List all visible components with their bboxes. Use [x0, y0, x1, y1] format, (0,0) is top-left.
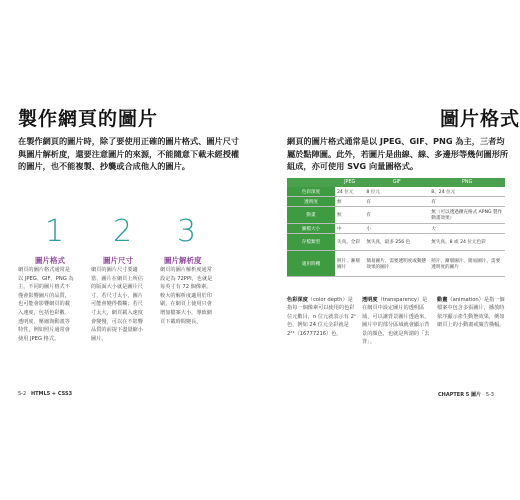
table-header-cell: JPEG — [335, 178, 364, 187]
note-text: （transparency）是在網頁中設定圖片的透明區域，可以讓背景圖片透過來，圖片中的部分區域就會顯示背景的顏色，也就是所謂的「去背」。 — [362, 297, 430, 346]
column-title: 圖片格式 — [35, 256, 65, 265]
table-cell: 無 — [335, 197, 364, 207]
column-title: 圖片尺寸 — [103, 256, 133, 265]
table-row — [287, 207, 505, 224]
table-row — [287, 234, 505, 251]
table-cell: 無 — [335, 207, 364, 224]
footer — [18, 391, 72, 397]
column-text: 網頁的圖片尺寸要適當，圖片在網頁上所佔的版面大小就是圖片尺寸，若尺寸太小，圖片可能會變得模糊；若尺寸太大，網頁載入速度會變慢，可以在不影響品質的前提下盡量縮小圖片。 — [91, 267, 143, 342]
note-term: 透明度 — [362, 297, 378, 303]
table-row — [287, 187, 505, 197]
table-cell: 有 — [429, 197, 505, 207]
column-number: 1 — [45, 214, 65, 249]
row-header: 動畫 — [287, 207, 335, 224]
column-text: 網頁的圖片格式通常是以 JPEG、GIF、PNG 為主，不同的圖片格式不僅會影響圖片的品質，也可能會影響網頁的載入速度，包括色彩數、透明度、壓縮與動畫等特性，例如照片通常會使用 JPEG 格式。 — [18, 267, 74, 342]
table-cell: 無（可以透過擴充格式 APNG 製作動畫效果） — [429, 207, 505, 224]
page-heading: 製作網頁的圖片 — [18, 108, 159, 130]
table-cell: 失真、全彩 — [335, 234, 364, 251]
table-row — [287, 197, 505, 207]
note-term: 色彩深度 — [287, 297, 308, 303]
intro-paragraph: 在製作網頁的圖片時，除了要使用正確的圖片格式、圖片尺寸與圖片解析度，還要注意圖片的來源，不能隨意下載未經授權的圖片，也不能複製、抄襲或合成他人的圖片。 — [18, 136, 240, 171]
row-header: 透明度 — [287, 197, 335, 207]
note-term: 動畫 — [437, 297, 448, 303]
table-cell: 24 位元 — [335, 187, 364, 197]
row-header: 圖檔大小 — [287, 224, 335, 234]
format-comparison-table — [287, 178, 505, 277]
note-text: （animation）是指一個檔案中包含多張圖片，播放時依序顯示產生動態效果，例如網頁上的小動畫或廣告橫幅。 — [437, 297, 505, 329]
intro-paragraph: 網頁的圖片格式通常是以 JPEG、GIF、PNG 為主，三者均屬於點陣圖。此外，若圖片是曲線、線、多邊形等幾何圖形所組成，亦可使用 SVG 向量圖格式。 — [287, 136, 509, 171]
note-color-depth — [287, 296, 357, 338]
row-header: 色彩深度 — [287, 187, 335, 197]
footer-page-number: 5-3 — [485, 392, 494, 398]
table-cell: 無失真，最多 256 色 — [364, 234, 429, 251]
column-number: 3 — [177, 214, 197, 249]
table-cell: 小 — [364, 224, 429, 234]
footer-chapter: CHAPTER 5 圖片 — [438, 392, 482, 398]
column-title: 圖片解析度 — [164, 256, 202, 265]
note-text: （color depth）是指每一個像素可以使用的色彩位元數目，n 位元就表示有 2ⁿ 色，例如 24 位元全彩就是 2²⁴（16777216）色。 — [287, 297, 357, 337]
footer-page-number: 5-2 — [18, 391, 27, 397]
table-header-row — [287, 178, 505, 187]
page-heading: 圖片格式 — [440, 108, 520, 130]
table-cell: 無失真、8 或 24 位元色彩 — [429, 234, 505, 251]
table-cell: 8、24 位元 — [429, 187, 505, 197]
column-number: 2 — [113, 214, 133, 249]
row-header: 存檔類型 — [287, 234, 335, 251]
table-cell: 照片、漸層圖片、簡易圖片、需要透明度的圖片 — [429, 251, 505, 277]
footer — [438, 391, 494, 398]
row-header: 適用時機 — [287, 251, 335, 277]
table-row — [287, 224, 505, 234]
table-row — [287, 251, 505, 277]
table-cell: 8 位元 — [364, 187, 429, 197]
note-animation — [437, 296, 507, 330]
table-cell: 中 — [335, 224, 364, 234]
table-header-cell: PNG — [429, 178, 505, 187]
table-cell: 照片、漸層圖片 — [335, 251, 364, 277]
table-cell: 大 — [429, 224, 505, 234]
column-text: 網頁的圖片解析度通常設定為 72PPI，也就是每英寸有 72 個像素。較大的解析度適用於印刷，在網頁上使用只會增加檔案大小，導致網頁下載時間變長。 — [160, 267, 213, 325]
table-cell: 有 — [364, 207, 429, 224]
footer-book-title: HTML5 + CSS3 — [30, 391, 73, 397]
table-header-cell: GIF — [364, 178, 429, 187]
note-transparency — [362, 296, 432, 346]
table-cell: 簡易圖片、需要透明度或動態效果的圖片 — [364, 251, 429, 277]
table-header-cell — [287, 178, 335, 187]
table-cell: 有 — [364, 197, 429, 207]
